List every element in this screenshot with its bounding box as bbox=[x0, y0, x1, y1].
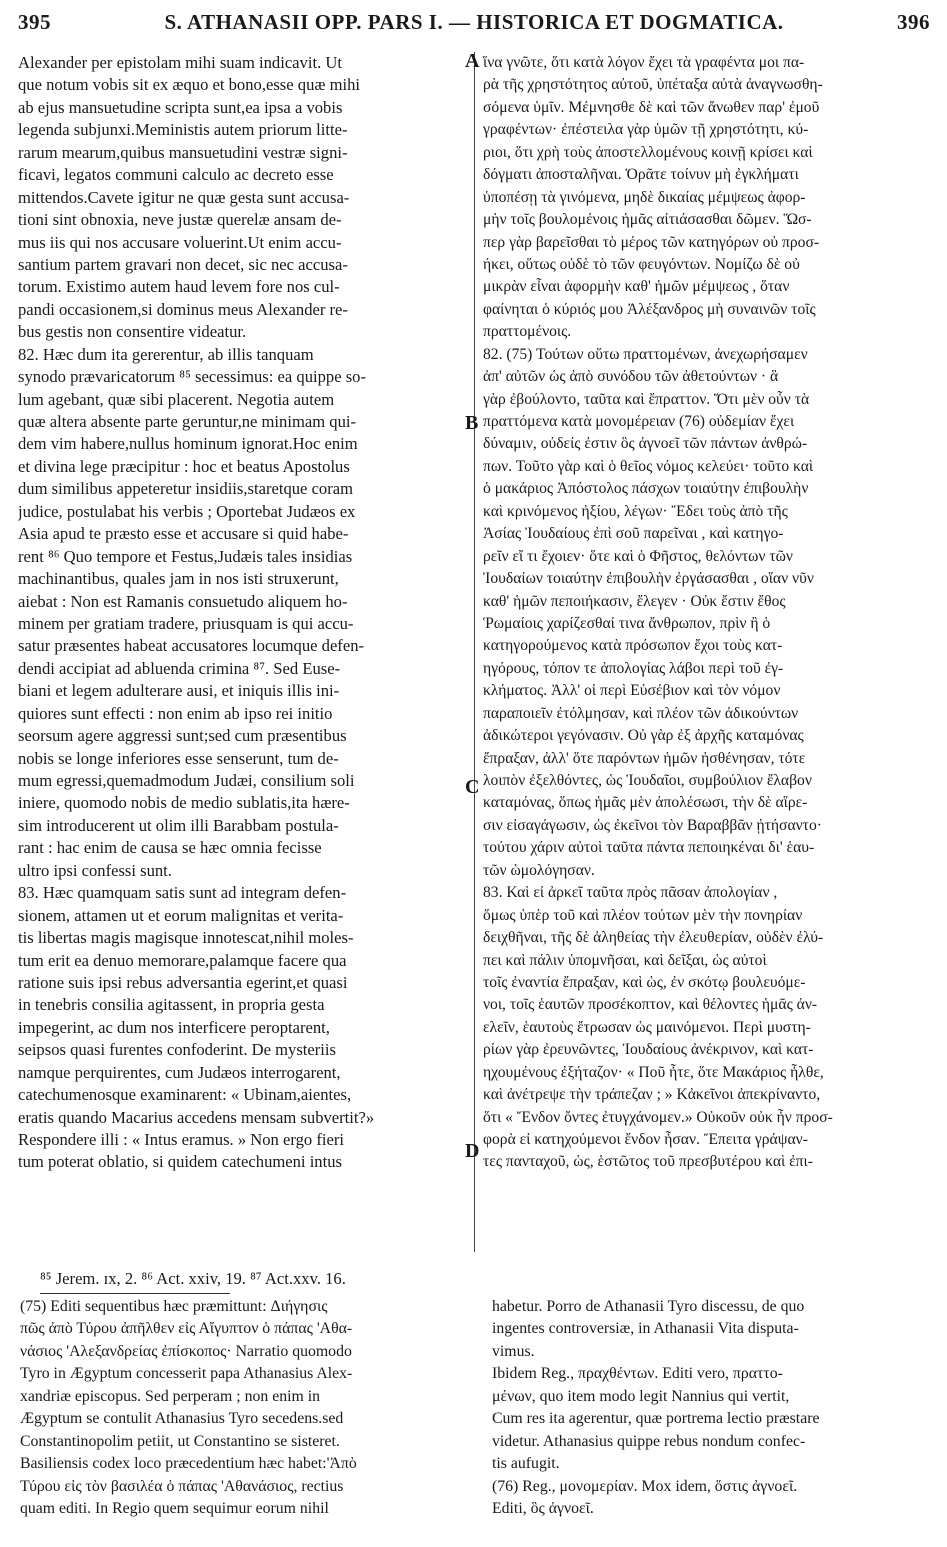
greek-text-line: ὅτι « Ἔνδον ὄντες ἐτυγχάνομεν.» Οὐκοῦν οὐκ ἦν προσ- bbox=[483, 1108, 833, 1126]
latin-text-line: tis libertas magis magisque innotescat,nihil moles- bbox=[18, 928, 354, 948]
latin-text-line: machinantibus, quales jam in nos isti struxerunt, bbox=[18, 569, 339, 589]
latin-text-line: dendi accipiat ad abluenda crimina ⁸⁷. Sed Euse- bbox=[18, 658, 341, 678]
footnote-rule bbox=[40, 1293, 230, 1294]
greek-text-line: ηγόρους, τόπον τε ἀπολογίας λάβοι περὶ τοῦ ἐγ- bbox=[483, 659, 784, 677]
latin-text-line: minem per gratiam tradere, priusquam is qui accu- bbox=[18, 613, 354, 633]
greek-text-line: περ γὰρ βαρεῖσθαι τὸ μέρος τῶν κατηγόρων οὐ προσ- bbox=[483, 233, 820, 251]
greek-text-line: σιν εἰσαγάγωσιν, ὡς ἐκεῖνοι τὸν Βαραββᾶν ᾐτήσαντο· bbox=[483, 816, 822, 834]
note-line: πῶς ἀπὸ Τύρου ἀπῆλθεν εἰς Αἴγυπτον ὁ πάπας 'Αθα- bbox=[20, 1320, 353, 1338]
latin-text-line: 82. Hæc dum ita gererentur, ab illis tanquam bbox=[18, 344, 314, 364]
latin-text-line: iniere, quomodo nobis de medio sublatis,ita hære- bbox=[18, 793, 350, 813]
greek-text-line: ηχουμένους ἐξήταζον· « Ποῦ ἦτε, ὅτε Μακάριος ἦλθε, bbox=[483, 1063, 824, 1081]
greek-text-line: τῶν ὡμολόγησαν. bbox=[483, 861, 595, 879]
greek-text-line: καὶ ἀνέτρεψε τὴν τράπεζαν ; » Κἀκεῖνοι ἀπεκρίναντο, bbox=[483, 1086, 821, 1104]
latin-text-line: seipsos quasi furentes confoderint. De mysteriis bbox=[18, 1040, 336, 1060]
greek-text-line: μικρὰν εἶναι ἀφορμὴν καθ' ἡμῶν μέμψεως , ὅταν bbox=[483, 278, 790, 296]
greek-text-line: τες πανταχοῦ, ὡς, ἑστῶτος τοῦ πρεσβυτέρου καὶ ἐπι- bbox=[483, 1153, 813, 1171]
latin-text-line: tum poterat oblatio, si quidem catechumeni intus bbox=[18, 1152, 342, 1172]
latin-text-line: pandi occasionem,si dominus meus Alexander re- bbox=[18, 299, 348, 319]
latin-text-line: sionem, attamen ut et eorum malignitas et verita- bbox=[18, 905, 344, 925]
latin-text-line: et divina lege præcipitur : hoc et beatus Apostolus bbox=[18, 456, 350, 476]
latin-text-line: quæ altera absente parte geruntur,ne minimam qui- bbox=[18, 412, 357, 431]
greek-text-line: φαίνηται ὁ κύριός μου Ἀλέξανδρος μὴ συναινῶν τοῖς bbox=[483, 300, 816, 318]
latin-text-line: biani et legem adulterare ausi, et iniquis illis ini- bbox=[18, 681, 340, 701]
latin-text-line: Respondere illi : « Intus eramus. » Non ergo fieri bbox=[18, 1130, 344, 1149]
latin-text-line: judice, postulabat his verbis ; Oportebat Judæos ex bbox=[18, 501, 356, 521]
greek-text-line: πει καὶ πάλιν ὑπομνῆσαι, καὶ δεῖξαι, ὡς αὐτοὶ bbox=[483, 951, 767, 969]
greek-text-line: Ἰουδαίων τοιαύτην ἐπιβουλὴν ἐργάσασθαι , οἵαν νῦν bbox=[483, 570, 814, 588]
latin-text-line: namque perquirentes, cum Judæos interrogarent, bbox=[18, 1062, 341, 1082]
latin-text-line: mum egressi,quemadmodum Judæi, consilium soli bbox=[18, 771, 355, 790]
latin-text-line: aiebat : Non est Ramanis consuetudo aliquem ho- bbox=[18, 591, 348, 611]
greek-column bbox=[483, 52, 929, 1174]
latin-text-line: synodo prævaricatorum ⁸⁵ secessimus: ea quippe so- bbox=[18, 367, 366, 387]
note-line: xandriæ episcopus. Sed perperam ; non enim in bbox=[20, 1387, 321, 1405]
greek-text-line: πραττόμενα κατὰ μονομέρειαν (76) οὐδεμίαν ἔχει bbox=[483, 413, 795, 430]
greek-text-line: δύναμιν, οὐδείς ἐστιν ὃς ἀγνοεῖ τῶν πάντων ἀνθρώ- bbox=[483, 435, 808, 453]
note-line: Tyro in Ægyptum concesserit papa Athanasius Alex- bbox=[20, 1365, 353, 1383]
greek-text-line: ρὰ τῆς χρηστότητος αὐτοῦ, ὑπέταξα αὐτὰ ἀναγνωσθη- bbox=[483, 76, 823, 94]
latin-text-line: in tenebris consilia agitassent, in propria gesta bbox=[18, 995, 325, 1015]
note-line: μένων, quo item modo legit Nannius qui vertit, bbox=[492, 1387, 790, 1405]
greek-text-line: γὰρ ἐβούλοντο, ταῦτα καὶ ἔπραττον. Ὅτι μὲν οὖν τὰ bbox=[483, 390, 810, 408]
latin-text-line: rant : hac enim de causa se hæc omnia fecisse bbox=[18, 838, 322, 858]
greek-text-line: τούτου χάριν αὐτοὶ ταῦτα πάντα πεποιηκέναι δι' ἑαυ- bbox=[483, 839, 815, 857]
note-line: Ægyptum se contulit Athanasius Tyro secedens.sed bbox=[20, 1410, 344, 1428]
greek-text-line: ήκει, οὕτως οὐδὲ τὸ τῶν φευγόντων. Νομίζω δὲ οὐ bbox=[483, 255, 800, 273]
latin-text-line: mittendos.Cavete igitur ne quæ gesta sunt accusa- bbox=[18, 187, 350, 207]
note-line: ingentes controversiæ, in Athanasii Vita disputa- bbox=[492, 1320, 799, 1338]
page-header bbox=[18, 10, 930, 40]
greek-text-line: φορὰ εἰ κατηχούμενοι ἔνδον ἦσαν. Ἔπειτα γράψαν- bbox=[483, 1131, 808, 1148]
greek-text-line: δειχθῆναι, τῆς δὲ ἀληθείας τὴν ἐλευθερίαν, οὐδὲν ἐλύ- bbox=[483, 929, 824, 947]
note-line: Basiliensis codex loco præcedentium hæc habet:'Ἀπὸ bbox=[20, 1455, 357, 1473]
page-number-left: 395 bbox=[18, 10, 51, 34]
note-line: Τύρου εἰς τὸν βασιλέα ὁ πάπας 'Αθανάσιος, rectius bbox=[20, 1477, 344, 1495]
latin-text-line: 83. Hæc quamquam satis sunt ad integram defen- bbox=[18, 883, 347, 903]
column-divider bbox=[474, 52, 475, 1252]
greek-text-line: Ῥωμαίοις χαρίζεσθαί τινα ἄνθρωπον, πρὶν ἢ ὁ bbox=[483, 614, 771, 632]
note-line: vimus. bbox=[492, 1342, 535, 1360]
greek-text-line: καὶ κρινόμενος ἠξίου, λέγων· Ἔδει τοὺς ἀπὸ τῆς bbox=[483, 502, 788, 520]
note-line: tis aufugit. bbox=[492, 1455, 560, 1473]
greek-text-line: ἀπ' αὐτῶν ὡς ἀπὸ συνόδου τῶν ἀθετούντων · ἃ bbox=[483, 368, 779, 386]
greek-text-line: παραποιεῖν ἐτόλμησαν, καὶ πλέον τῶν ἀδικούντων bbox=[483, 704, 799, 722]
note-line: Cum res ita agerentur, quæ portrema lectio præstare bbox=[492, 1410, 820, 1428]
greek-text-line: ὑποπέσῃ τὰ γινόμενα, μηδὲ δικαίας μέμψεως ἀφορ- bbox=[483, 188, 806, 206]
note-line: (75) Editi sequentibus hæc præmittunt: Διήγησις bbox=[20, 1298, 328, 1315]
latin-text-line: torum. Existimo autem haud levem fore nos cul- bbox=[18, 277, 340, 297]
latin-text-line: sim introducerent ut olim illi Barabbam postula- bbox=[18, 815, 339, 835]
greek-text-line: τοῖς ἐναντία ἔπραξαν, καὶ ὡς, ἐν σκότῳ βουλευόμε- bbox=[483, 973, 806, 991]
latin-text-line: satur præsentes habeat accusatores locumque defen- bbox=[18, 636, 365, 656]
note-line: quam editi. In Regio quem sequimur eorum nihil bbox=[20, 1499, 329, 1517]
latin-text-line: santium partem gravari non decet, sic nec accusa- bbox=[18, 254, 348, 274]
margin-marker-d: D bbox=[465, 1140, 480, 1162]
latin-text-line: lum agebant, quæ sibi placerent. Negotia autem bbox=[18, 389, 335, 409]
latin-text-line: legenda subjunxi.Meministis autem priorum litte- bbox=[18, 120, 348, 140]
greek-text-line: ελεῖν, ἑαυτοὺς ἔτρωσαν ὡς μαινόμενοι. Περὶ μυστη- bbox=[483, 1018, 811, 1036]
latin-text-line: eratis quando Macarius accedens mensam subvertit?» bbox=[18, 1107, 375, 1127]
greek-text-line: γραφέντων· ἐπέστειλα γὰρ ὑμῶν τῇ χρηστότητι, κύ- bbox=[483, 121, 809, 139]
margin-marker-b: B bbox=[465, 412, 479, 434]
greek-text-line: Ἀσίας Ἰουδαίους ἐπὶ σοῦ παρεῖναι , καὶ κατηγο- bbox=[483, 525, 784, 543]
greek-text-line: ὁ μακάριος Ἀπόστολος πάσχων τοιαύτην ἐπιβουλὴν bbox=[483, 480, 809, 498]
greek-text-line: καταμόνας, ὅπως ἡμᾶς μὲν ἀπολέσωσι, τὴν δὲ αἵρε- bbox=[483, 794, 808, 812]
latin-text-line: dem vim habere,nullus hominum ignorat.Hoc enim bbox=[18, 434, 358, 454]
latin-text-line: ratione suis ipsi rebus adversantia egerint,et quasi bbox=[18, 972, 348, 992]
editorial-notes-right bbox=[492, 1298, 932, 1522]
margin-marker-a: A bbox=[465, 50, 480, 72]
latin-text-line: dum similibus appeteretur insidiis,staretque coram bbox=[18, 479, 354, 499]
greek-text-line: ρίων γὰρ ἐρευνῶντες, Ἰουδαίους ἀνέκρινον, καὶ κατ- bbox=[483, 1041, 814, 1059]
latin-text-line: quiores sunt effecti : non enim ab ipso rei initio bbox=[18, 703, 333, 723]
latin-text-line: mus iis qui nos accusare voluerint.Ut enim accu- bbox=[18, 232, 342, 252]
note-line: νάσιος 'Αλεξανδρείας ἐπίσκοπος· Narratio quomodo bbox=[20, 1342, 352, 1360]
latin-text-line: ab ejus mansuetudine scripta sunt,ea ipsa a vobis bbox=[18, 97, 343, 117]
margin-marker-c: C bbox=[465, 776, 480, 798]
note-line: (76) Reg., μονομερίαν. Mox idem, ὅστις ἀγνοεῖ. bbox=[492, 1477, 798, 1495]
greek-text-line: 82. (75) Τούτων οὕτω πραττομένων, ἀνεχωρήσαμεν bbox=[483, 345, 808, 363]
latin-text-line: tum erit ea denuo memorare,palamque facere qua bbox=[18, 950, 347, 970]
page-number-right: 396 bbox=[897, 10, 930, 34]
latin-text-line: catechumenosque examinarent: « Ubinam,aientes, bbox=[18, 1085, 352, 1105]
greek-text-line: μὴν τοῖς βουλομένοις ἡμᾶς αἰτιάσασθαι δῶμεν. Ὥσ- bbox=[483, 211, 812, 229]
latin-text-line: seorsum agere aggressi sunt;sed cum præsentibus bbox=[18, 726, 347, 746]
note-line: Ibidem Reg., πραχθέντων. Editi vero, πραττο- bbox=[492, 1365, 783, 1383]
greek-text-line: ἵνα γνῶτε, ὅτι κατὰ λόγον ἔχει τὰ γραφέντα μοι πα- bbox=[483, 54, 805, 71]
latin-text-line: ultro ipsi confessi sunt. bbox=[18, 860, 172, 880]
greek-text-line: 83. Καὶ εἰ ἀρκεῖ ταῦτα πρὸς πᾶσαν ἀπολογίαν , bbox=[483, 884, 778, 902]
greek-text-line: κατηγορούμενος κατὰ πρόσωπον ἔχοι τοὺς κατ- bbox=[483, 637, 783, 655]
note-line: habetur. Porro de Athanasii Tyro discessu, de quo bbox=[492, 1298, 805, 1315]
scripture-references: ⁸⁵ Jerem. ɪx, 2. ⁸⁶ Act. xxiv, 19. ⁸⁷ Act.xxv. 16. bbox=[40, 1269, 346, 1288]
latin-text-line: nobis se longe inferiores esse senserunt, tum de- bbox=[18, 748, 339, 768]
greek-text-line: κλήματος. Ἀλλ' οἱ περὶ Εὐσέβιον καὶ τὸν νόμον bbox=[483, 682, 781, 700]
latin-text-line: tioni sint obnoxia, neve justæ querelæ ansam de- bbox=[18, 210, 342, 230]
running-title: S. ATHANASII OPP. PARS I. — HISTORICA ET DOGMATICA. bbox=[164, 10, 784, 34]
latin-text-line: Alexander per epistolam mihi suam indicavit. Ut bbox=[18, 53, 342, 72]
greek-text-line: δόγματι ἀποσταλῆναι. Ὁρᾶτε τοίνυν μὴ ἐγκλήματι bbox=[483, 166, 799, 184]
greek-text-line: ρεῖν εἴ τι ἔχοιεν· ὅτε καὶ ὁ Φῆστος, θελόντων τῶν bbox=[483, 547, 793, 565]
latin-text-line: impegerint, ac dum nos interficere peroptarent, bbox=[18, 1017, 330, 1037]
note-line: Editi, ὃς ἀγνοεῖ. bbox=[492, 1499, 594, 1517]
greek-text-line: νοι, τοῖς ἑαυτῶν προσέκοπτον, καὶ θέλοντες ἡμᾶς ἀν- bbox=[483, 996, 818, 1014]
greek-text-line: καθ' ἡμῶν πεποιήκασιν, ἔλεγεν · Οὐκ ἔστιν ἔθος bbox=[483, 592, 786, 610]
latin-text-line: rarum mearum,quibus mansuetudini vestræ signi- bbox=[18, 142, 348, 162]
greek-text-line: πων. Τοῦτο γὰρ καὶ ὁ θεῖος νόμος κελεύει· τοῦτο καὶ bbox=[483, 457, 814, 475]
editorial-notes-left bbox=[20, 1298, 460, 1522]
note-line: videtur. Athanasius quippe rebus nondum confec- bbox=[492, 1432, 806, 1450]
greek-text-line: ἀδικώτεροι γεγόνασιν. Οὐ γὰρ ἐξ ἀρχῆς καταμόνας bbox=[483, 727, 804, 745]
greek-text-line: σόμενα ὑμῖν. Μέμνησθε δὲ καὶ τῶν ἄνωθεν παρ' ἐμοῦ bbox=[483, 98, 820, 116]
latin-text-line: ficavi, legatos communi calculo ac decreto esse bbox=[18, 165, 334, 185]
greek-text-line: πραττομένοις. bbox=[483, 323, 572, 341]
greek-text-line: ριοι, ὅτι χρὴ τοὺς ἀποστελλομένους κοινῇ κρίσει καὶ bbox=[483, 143, 813, 161]
latin-text-line: bus gestis non consentire videatur. bbox=[18, 322, 247, 342]
latin-text-line: que notum vobis sit ex æquo et bono,esse quæ mihi bbox=[18, 75, 361, 95]
note-line: Constantinopolim petiit, ut Constantino se sisteret. bbox=[20, 1432, 340, 1450]
latin-text-line: rent ⁸⁶ Quo tempore et Festus,Judæis tales insidias bbox=[18, 546, 353, 566]
greek-text-line: ἔπραξαν, ἀλλ' ὅτε παρόντων ἡμῶν ἠσθένησαν, τότε bbox=[483, 749, 806, 767]
greek-text-line: λοιπὸν ἐξελθόντες, ὡς Ἰουδαῖοι, συμβούλιον ἔλαβον bbox=[483, 772, 812, 789]
latin-column bbox=[18, 52, 463, 1174]
latin-text-line: Asia apud te præsto esse et accusare si quid habe- bbox=[18, 524, 349, 544]
greek-text-line: ὅμως ὑπὲρ τοῦ καὶ πλέον τούτων μὲν τὴν πονηρίαν bbox=[483, 906, 803, 924]
